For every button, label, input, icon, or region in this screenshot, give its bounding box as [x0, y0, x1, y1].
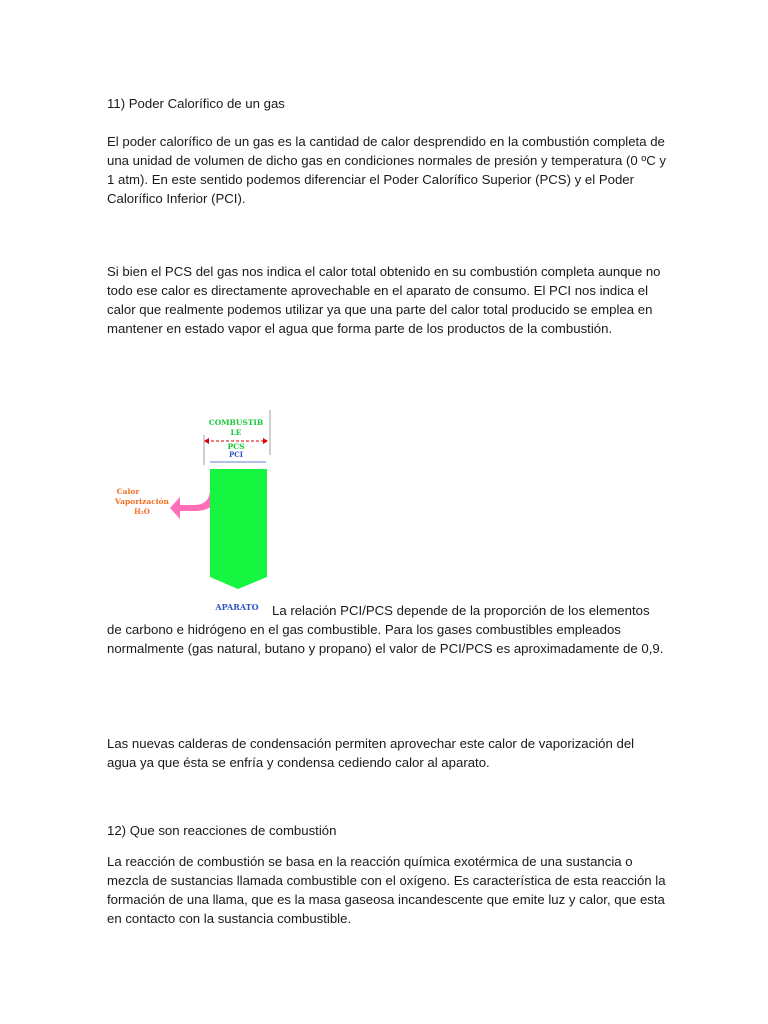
section-11-paragraph-3: La relación PCI/PCS depende de la proporción de los elementos de carbono e hidrógeno en el gas combustible. Para los gases combustibles empleados normalmente (gas natural, butano y propano) el valor de PCI/PCS es aproximadamente de 0,9. — [107, 603, 664, 656]
pcs-arrowhead-right — [263, 438, 268, 444]
calor-label-line3: H₂O — [134, 507, 150, 516]
combustible-label-line2: LE — [230, 428, 242, 437]
combustible-label-line1: COMBUSTIB — [208, 418, 264, 427]
section-11-heading: 11) Poder Calorífico de un gas — [107, 96, 285, 111]
section-11-paragraph-1: El poder calorífico de un gas es la cantidad de calor desprendido en la combustión completa de una unidad de volumen de dicho gas en condiciones normales de presión y temperatura (0 ºC y 1 atm). En este sentido podemos diferenciar el Poder Calorífico Superior (PCS) y el Poder Calorífico Inferior (PCI). — [107, 134, 667, 206]
pci-label: PCI — [228, 450, 244, 459]
section-12-paragraph-1: La reacción de combustión se basa en la reacción química exotérmica de una sustancia o mezcla de sustancias llamada combustible con el oxígeno. Es característica de esta reacción la formación de una llama, que es la masa gaseosa incandescente que emite luz y calor, que esta en contacto con la sustancia combustible. — [107, 854, 666, 926]
pcs-label: PCS — [227, 442, 245, 451]
section-11-paragraph-4: Las nuevas calderas de condensación permiten aprovechar este calor de vaporización del agua ya que ésta se enfría y condensa cediendo calor al aparato. — [107, 736, 635, 770]
pcs-arrowhead-left — [204, 438, 209, 444]
pcs-pci-diagram — [100, 405, 280, 625]
section-12-heading: 12) Que son reacciones de combustión — [107, 823, 337, 838]
calor-label-line1: Calor — [116, 487, 140, 496]
calor-label-line2: Vaporización — [114, 497, 170, 506]
aparato-label: APARATO — [215, 602, 259, 612]
pci-green-arrow — [210, 469, 267, 589]
section-11-paragraph-2: Si bien el PCS del gas nos indica el calor total obtenido en su combustión completa aunque no todo ese calor es directamente aprovechable en el aparato de consumo. El PCI nos indica el calor que realmente podemos utilizar ya que una parte del calor total producido se emplea en mantener en estado vapor el agua que forma parte de los productos de la combustión. — [107, 264, 661, 336]
